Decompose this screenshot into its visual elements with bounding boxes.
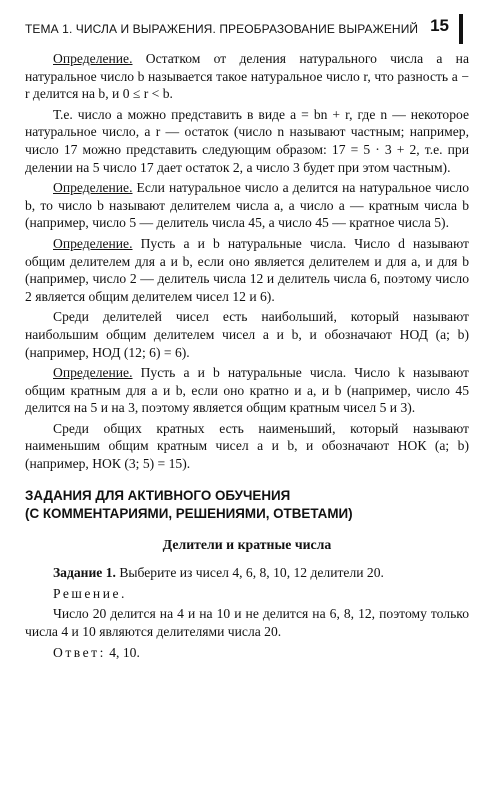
section-heading [25, 487, 469, 523]
header-vertical-bar [459, 14, 463, 44]
page-number: 15 [430, 16, 449, 35]
section-heading-line-2: (С КОММЕНТАРИЯМИ, РЕШЕНИЯМИ, ОТВЕТАМИ) [25, 505, 353, 521]
paragraph-gcd: Среди делителей чисел есть наибольший, который называют наибольшим общим делителем чисел a и b, и обозначают НОД (a; b) (например, НОД (12; 6) = 6). [25, 309, 469, 360]
answer-text: 4, 10. [105, 644, 140, 660]
definition-label: Определение. [53, 365, 133, 381]
definition-label: Определение. [53, 51, 133, 66]
paragraph-definition-divisor [25, 179, 469, 232]
paragraph-definition-remainder [25, 50, 469, 103]
answer-line [25, 644, 469, 662]
task-text: Выберите из чисел 4, 6, 8, 10, 12 делители 20. [115, 565, 384, 581]
solution-text: Число 20 делится на 4 и на 10 и не делится на 6, 8, 12, поэтому только числа 4 и 10 являются делителями числа 20. [25, 606, 469, 640]
paragraph-text: Пусть a и b натуральные числа. Число d называют общим делителем для a и b, если оно является делителем и для a, и для b (например, число 2 — делитель числа 12 и делитель числа 6, поэтому число 2 является общим делителем чисел 12 и 6). [25, 235, 469, 304]
definition-label: Определение. [53, 235, 133, 251]
paragraph-definition-common-multiple [25, 364, 469, 417]
running-header-title: ТЕМА 1. ЧИСЛА И ВЫРАЖЕНИЯ. ПРЕОБРАЗОВАНИЕ ВЫРАЖЕНИЙ [25, 22, 419, 36]
task-statement [25, 564, 469, 582]
subsection-heading: Делители и кратные числа [162, 536, 332, 552]
paragraph-definition-common-divisor [25, 235, 469, 305]
paragraph-text: Пусть a и b натуральные числа. Число k называют общим кратным для a и b, если оно кратно и a, и b (например, число 45 делится на 5 и на 3, поэтому является общим кратным чисел 5 и 3). [25, 365, 469, 416]
definition-label: Определение. [53, 180, 133, 196]
page-body [25, 50, 469, 664]
solution-label: Решение. [53, 585, 127, 601]
running-header [25, 14, 469, 40]
paragraph-lcm: Среди общих кратных есть наименьший, который называют наименьшим общим кратным чисел a и b, и обозначают НОК (a; b) (например, НОК (3; 5) = 15). [25, 420, 469, 472]
task-label: Задание 1. [53, 565, 116, 581]
paragraph-text: Остатком от деления натурального числа a на натуральное число b называется такое натуральное число r, что разность a − r делится на b, и 0 ≤ r < b. [25, 51, 469, 102]
paragraph-remainder-example: Т.е. число a можно представить в виде a = bn + r, где n — некоторое натуральное число, а r — остаток (число n называют частным; например, число 17 можно представить следующим образом: 17 = 5 · 3 + 2, т.е. при делении на 5 число 17 дает остаток 2, а число 3 будет при этом частным). [25, 106, 469, 175]
section-heading-line-1: ЗАДАНИЯ ДЛЯ АКТИВНОГО ОБУЧЕНИЯ [25, 487, 291, 503]
answer-label: Ответ: [53, 644, 106, 660]
paragraph-text: Если натуральное число a делится на натуральное число b, то число b называют делителем числа a, а число a — кратным числа b (например, число 5 — делитель числа 45, а число 45 — кратное числа 5). [25, 180, 469, 231]
